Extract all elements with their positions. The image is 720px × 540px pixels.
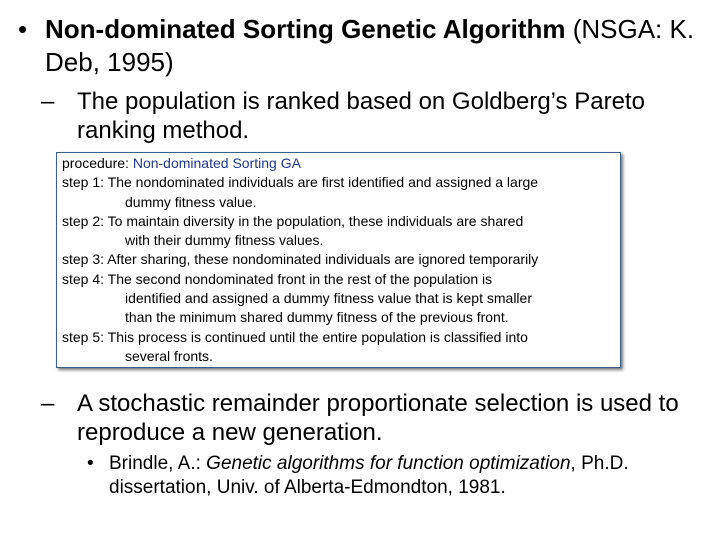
procedure-step-continuation [62,308,620,327]
procedure-box [56,152,621,368]
bullet-icon: • [87,453,94,474]
step-text: identified and assigned a dummy fitness value that is kept smaller [125,290,532,307]
procedure-header [62,154,620,173]
procedure-label: procedure: [62,155,129,171]
procedure-step [62,270,620,289]
procedure-step [62,173,620,192]
reference-details: , Ph.D. dissertation, Univ. of Alberta-Edmondton, 1981. [109,453,629,498]
sub-bullet-selection [41,389,707,447]
step-text: The second nondominated front in the rest of the population is [107,270,493,287]
step-text: This process is continued until the entire population is classified into [107,328,528,345]
step-text: The nondominated individuals are first identified and assigned a large [107,174,539,191]
step-label: step 5: [62,328,105,345]
procedure-step-continuation [62,231,620,250]
step-label: step 4: [62,270,105,287]
step-text: To maintain diversity in the population, these individuals are shared [107,212,524,229]
reference-author: Brindle, A.: [109,453,207,474]
procedure-steps [62,173,620,366]
algorithm-name: Non-dominated Sorting Genetic Algorithm [45,14,566,44]
procedure-step [62,212,620,231]
main-bullet [18,13,710,79]
procedure-step [62,328,620,347]
procedure-step-continuation [62,347,620,366]
sub-bullet-ranking [41,87,707,145]
step-text: with their dummy fitness values. [125,232,324,249]
procedure-step-continuation [62,193,620,212]
sub-bullet-text: The population is ranked based on Goldberg’s Pareto ranking method. [77,88,645,144]
step-label: step 1: [62,174,105,191]
step-label: step 3: [62,251,105,268]
step-label: step 2: [62,212,105,229]
bullet-icon: • [18,14,28,44]
sub-bullet-text: A stochastic remainder proportionate selection is used to reproduce a new generation. [77,390,679,446]
algorithm-citation: (NSGA: K. Deb, 1995) [45,14,695,77]
procedure-step-continuation [62,289,620,308]
step-text: than the minimum shared dummy fitness of the previous front. [125,309,509,326]
procedure-step [62,250,620,269]
reference-bullet [87,452,709,500]
dash-icon: – [41,88,55,115]
step-text: dummy fitness value. [125,193,257,210]
step-text: After sharing, these nondominated individuals are ignored temporarily [107,251,539,268]
reference-title: Genetic algorithms for function optimization [206,453,571,474]
procedure-title: Non-dominated Sorting GA [132,155,301,171]
dash-icon: – [41,390,55,417]
step-text: several fronts. [125,347,213,364]
